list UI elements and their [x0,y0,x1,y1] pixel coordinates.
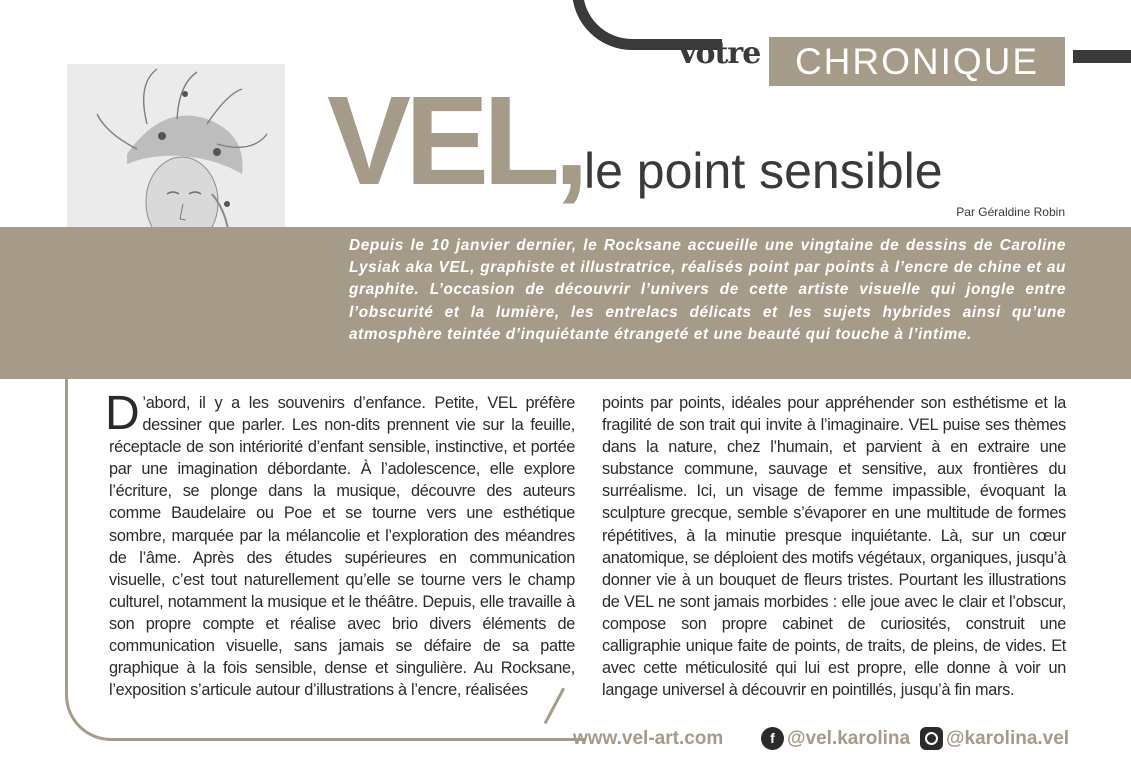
author-byline: Par Géraldine Robin [956,205,1065,219]
headline-subtitle: le point sensible [584,143,943,199]
headline-main: VEL, [327,70,584,211]
website-link[interactable]: www.vel-art.com [573,728,724,749]
section-label-votre: Votre [676,36,761,71]
facebook-handle[interactable]: @vel.karolina [787,728,911,749]
facebook-icon: f [761,727,784,750]
body-column-1-text: ’abord, il y a les souvenirs d’enfance. Petite, VEL préfère dessiner que parler. Les non-dits prennent vie sur la feuille, réceptacle de son intériorité d’enfant sensible, instinctive, et portée par une imagination débordante. À l’adolescence, elle explore l’écriture, se plonge dans la musique, découvre des auteurs comme Baudelaire ou Poe et se tourne vers une esthétique sombre, marquée par la mélancolie et l’exploration des méandres de l’âme. Après des études supérieures en communication visuelle, c’est tout naturellement qu’elle se tourne vers le champ culturel, notamment la musique et le théâtre. Depuis, elle travaille à son propre compte et réalise avec brio divers éléments de communication visuelle, sans jamais se défaire de sa patte graphique à la fois sensible, dense et singulière. Au Rocksane, l’exposition s’articule autour d’illustrations à l’encre, réalisées [109,394,575,700]
header-line-decoration [640,39,674,50]
instagram-handle[interactable]: @karolina.vel [946,728,1070,749]
section-label-chronique: CHRONIQUE [769,37,1065,86]
body-column-1 [105,387,575,701]
instagram-icon [920,727,943,750]
header-bar-decoration [1073,50,1131,63]
intro-paragraph: Depuis le 10 janvier dernier, le Rocksane accueille une vingtaine de dessins de Caroline Lysiak aka VEL, graphiste et illustratrice, réalisés point par points à l’encre de chine et au graphite. L’occasion de découvrir l’univers de cette artiste visuelle qui jongle entre l’obscurité et la lumière, les entrelacs délicats et les sujets hybrides ainsi qu’une atmosphère teintée d’inquiétante étrangeté et une beauté qui touche à l’intime. [349,237,1066,343]
drop-cap: D [105,387,140,440]
body-column-2: points par points, idéales pour appréhender son esthétisme et la fragilité de son trait qui invite à l’imaginaire. VEL puise ses thèmes dans la nature, chez l’humain, et parvient à en extraire une substance commune, sauvage et sensitive, aux frontières du surréalisme. Ici, un visage de femme impassible, évoquant la sculpture grecque, semble s’évaporer en une multitude de formes répétitives, à la minutie presque inquiétante. Là, sur un cœur anatomique, se déploient des motifs végétaux, organiques, jusqu’à donner vie à un bouquet de fleurs tristes. Pourtant les illustrations de VEL ne sont jamais morbides : elle joue avec le clair et l’obscur, compose son propre cabinet de curiosités, construit une calligraphie unique faite de points, de traits, de pleins, de vides. Et avec cette méticulosité qui lui est propre, elle donne à voir un langage universel à découvrir en pointillés, jusqu’à fin mars. [602,394,1066,700]
